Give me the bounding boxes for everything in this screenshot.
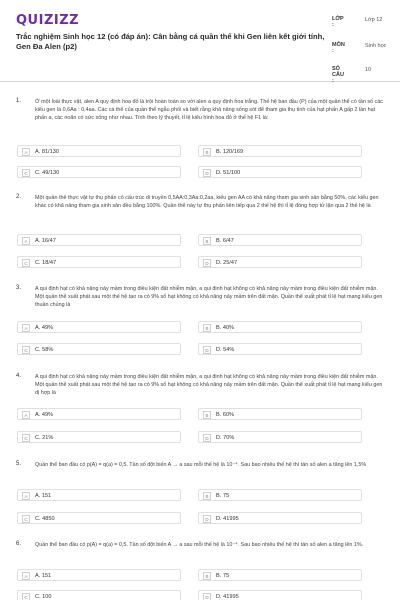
page-title: Trắc nghiệm Sinh học 12 (có đáp án): Cân bằng cá quần thể khi Gen liên kết giới tính, Gen Đa Alen (p2) — [16, 32, 325, 51]
option-letter: A — [22, 148, 30, 156]
option-text: B. 40% — [216, 324, 235, 331]
option-text: A. 49% — [35, 411, 54, 418]
option-text: C. 18/47 — [35, 259, 57, 266]
option-letter: C — [22, 515, 30, 523]
option-letter: D — [203, 434, 211, 442]
meta-subject-label: MÔN : — [332, 42, 345, 54]
option-text: A. 151 — [35, 572, 52, 579]
option-letter: B — [203, 148, 211, 156]
option-letter: A — [22, 492, 30, 500]
option-letter: D — [203, 259, 211, 267]
option-text: C. 49/130 — [35, 169, 60, 176]
question-number: 5. — [16, 461, 22, 467]
q3-option-c[interactable] — [17, 343, 181, 355]
option-text: A. 151 — [35, 492, 52, 499]
option-text: D. 41995 — [216, 593, 239, 600]
option-text: D. 54% — [216, 346, 235, 353]
question-number: 4. — [16, 373, 22, 379]
option-text: B. 75 — [216, 572, 230, 579]
q2-option-c[interactable] — [17, 256, 181, 268]
option-letter: C — [22, 346, 30, 354]
question-number: 1. — [16, 98, 22, 104]
option-text: B. 120/169 — [216, 148, 244, 155]
q6-option-c[interactable] — [17, 590, 181, 600]
option-letter: D — [203, 593, 211, 600]
question-number: 3. — [16, 285, 22, 291]
option-letter: B — [203, 411, 211, 419]
q3-option-b[interactable] — [198, 321, 362, 333]
q1-option-a[interactable] — [17, 145, 181, 157]
option-text: C. 58% — [35, 346, 54, 353]
option-letter: A — [22, 411, 30, 419]
q6-option-a[interactable] — [17, 569, 181, 581]
q1-option-b[interactable] — [198, 145, 362, 157]
option-text: B. 6/47 — [216, 237, 234, 244]
option-text: B. 60% — [216, 411, 235, 418]
q6-option-b[interactable] — [198, 569, 362, 581]
option-text: C. 4850 — [35, 515, 55, 522]
option-letter: B — [203, 237, 211, 245]
option-text: A. 81/130 — [35, 148, 59, 155]
question-text: Ở một loài thực vật, alen A quy định hoa đỏ là trội hoàn toàn so với alen a quy định hoa trắng. Thế hệ ban đầu (P) của một quần thể có tần số các kiểu gen là 0,6Aa : 0,4aa. Các cá thể của quần thể ngẫu phối và biết rằng khả năng sống sót để tham gia thụ tinh của hạt phấn A gấp 2 lần hạt phấn a, các noãn có sức sống như nhau. Tính theo lý thuyết, tỉ lệ kiểu hình hoa đỏ ở thế hệ F1 là: — [35, 99, 383, 121]
q4-option-c[interactable] — [17, 431, 181, 443]
q1-option-d[interactable] — [198, 166, 362, 178]
option-text: D. 51/100 — [216, 169, 241, 176]
option-letter: C — [22, 434, 30, 442]
q4-option-d[interactable] — [198, 431, 362, 443]
option-text: D. 25/47 — [216, 259, 238, 266]
option-text: B. 75 — [216, 492, 230, 499]
option-letter: C — [22, 259, 30, 267]
option-letter: D — [203, 346, 211, 354]
option-letter: B — [203, 492, 211, 500]
option-letter: A — [22, 572, 30, 580]
option-letter: B — [203, 324, 211, 332]
q2-option-d[interactable] — [198, 256, 362, 268]
q5-option-c[interactable] — [17, 512, 181, 524]
option-text: A. 16/47 — [35, 237, 56, 244]
option-letter: B — [203, 572, 211, 580]
option-text: D. 70% — [216, 434, 235, 441]
quizizz-logo: QUIZIZZ — [16, 13, 80, 28]
option-letter: D — [203, 169, 211, 177]
question-text: Một quần thể thực vật tự thụ phấn có cấu trúc di truyền 0,5AA:0,3Aa:0,2aa, kiểu gen AA có khả năng tham gia sinh sản bằng 50%, các kiểu gen khác có khả năng tham gia sinh sản đều bằng 100%. Quần thể này tự thụ phấn liên tiếp qua 2 thế hệ thì tỉ lệ đồng hợp tử lặn qua 2 thế hệ là — [35, 195, 379, 209]
meta-count-label: SỐ CÂU : — [332, 66, 344, 84]
question-text: Quần thể ban đầu có p(A) = q(a) = 0,5. Tần số đột biến A → a sau mỗi thế hệ là 10⁻⁴. Sau bao nhiêu thế hệ thì tần số alen a tăng lên 1,5% — [35, 462, 367, 468]
q2-option-b[interactable] — [198, 234, 362, 246]
meta-class-value: Lớp 12 — [365, 17, 383, 23]
q4-option-a[interactable] — [17, 408, 181, 420]
option-letter: C — [22, 593, 30, 600]
q5-option-a[interactable] — [17, 489, 181, 501]
option-text: A. 49% — [35, 324, 54, 331]
q1-option-c[interactable] — [17, 166, 181, 178]
q6-option-d[interactable] — [198, 590, 362, 600]
option-letter: A — [22, 324, 30, 332]
q5-option-b[interactable] — [198, 489, 362, 501]
option-letter: A — [22, 237, 30, 245]
q4-option-b[interactable] — [198, 408, 362, 420]
question-text: A qui định hạt có khả năng nảy mầm trong điều kiện đất nhiễm mặn, a qui định hạt không có khả năng nảy mầm trong điều kiện đất nhiễm mặn. Một quần thể xuất phát sau một thế hệ tạo ra có 9% số hạt không có khả năng nảy mầm trên đất mặn. Quần thể xuất phát tỉ lệ hạt mang kiểu gen dị hợp là — [35, 374, 383, 396]
option-text: D. 41995 — [216, 515, 239, 522]
question-text: A qui định hạt có khả năng nảy mầm trong điều kiện đất nhiễm mặn, a qui định hạt không có khả năng nảy mầm trong điều kiện đất nhiễm mặn. Một quần thể xuất phát sau một thế hệ tạo ra có 9% số hạt không có khả năng nảy mầm trên đất mặn. Quần thể xuất phát tỉ lệ hạt mang kiểu gen thuần chủng là — [35, 286, 383, 308]
q3-option-a[interactable] — [17, 321, 181, 333]
meta-subject-value: Sinh học — [365, 43, 387, 49]
question-text: Quần thể ban đầu có p(A) = q(a) = 0,5. Tần số đột biến A → a sau mỗi thế hệ là 10⁻⁴. Sau bao nhiêu thế hệ thì tần số alen a tăng lên 1%. — [35, 542, 364, 548]
q2-option-a[interactable] — [17, 234, 181, 246]
option-letter: D — [203, 515, 211, 523]
option-text: C. 21% — [35, 434, 54, 441]
question-number: 6. — [16, 541, 22, 547]
meta-count-value: 10 — [365, 67, 372, 73]
q3-option-d[interactable] — [198, 343, 362, 355]
option-letter: C — [22, 169, 30, 177]
q5-option-d[interactable] — [198, 512, 362, 524]
question-number: 2. — [16, 194, 22, 200]
page-header — [0, 0, 400, 82]
option-text: C. 100 — [35, 593, 52, 600]
meta-class-label: LỚP : — [332, 16, 344, 28]
